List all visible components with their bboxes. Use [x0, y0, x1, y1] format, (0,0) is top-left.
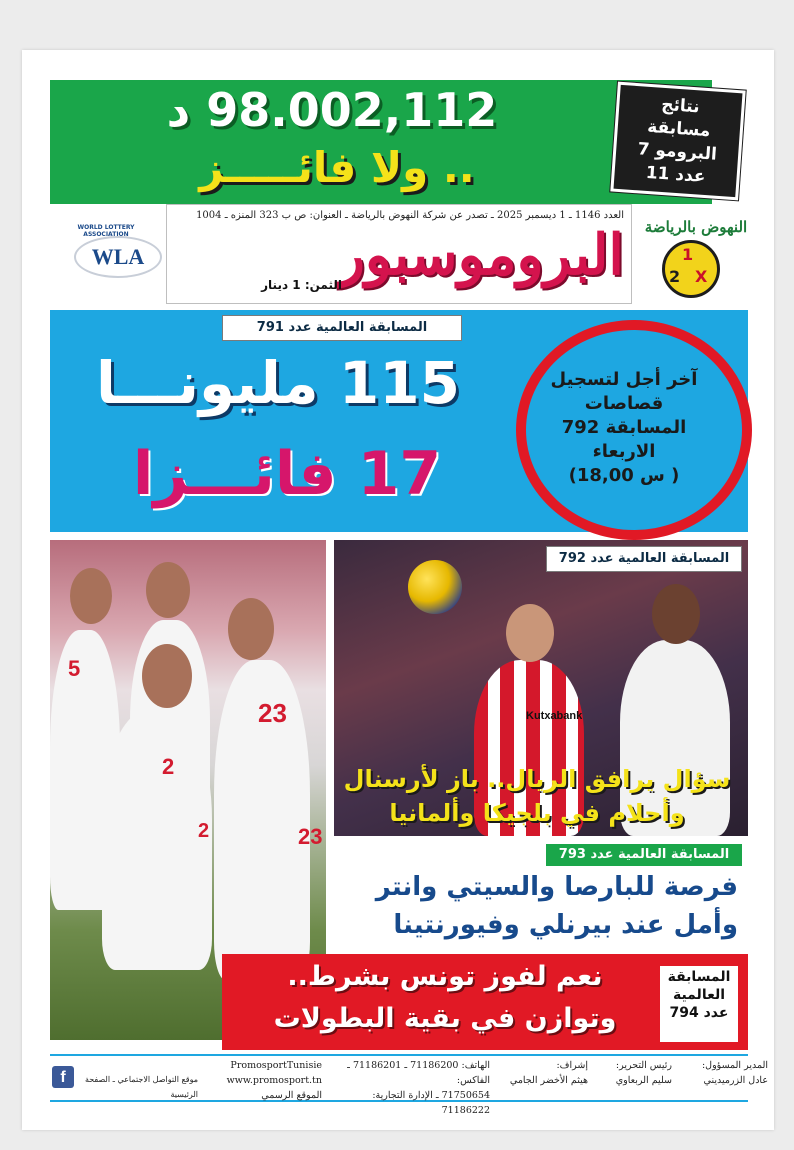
no-winner-headline: .. ولا فائـــــز	[199, 143, 475, 192]
supervision-name: هيثم الأخضر الجامي	[509, 1075, 588, 1086]
tag-line: المسابقة	[667, 969, 731, 985]
headline-line: وأمل عند بيرنلي وفيورنتينا	[393, 910, 738, 940]
headline-line: وتوازن في بقية البطولات	[273, 1003, 617, 1034]
jersey-number: 2	[198, 820, 210, 842]
deadline-line-3: المسابقة 792	[561, 417, 687, 438]
competition-793-tag: المسابقة العالمية عدد 793	[546, 844, 742, 866]
newspaper-title: البروموسبور	[337, 222, 624, 288]
results-box	[610, 82, 745, 201]
player-head	[146, 562, 190, 618]
director-label: المدير المسؤول:	[701, 1060, 768, 1071]
player-head	[506, 604, 554, 662]
publisher-logo-icon	[662, 240, 720, 298]
wla-logo: WLA	[74, 236, 162, 278]
editor-label: رئيس التحرير:	[615, 1060, 672, 1071]
competition-794-headline	[236, 956, 654, 1040]
competition-791-tag: المسابقة العالمية عدد 791	[222, 315, 462, 341]
deadline-line-4: الاربعاء	[592, 441, 656, 462]
headline-line: وأحلام في بلجيكا وألمانيا	[389, 799, 685, 827]
competition-792-tag: المسابقة العالمية عدد 792	[546, 546, 742, 572]
competition-794-tag	[660, 966, 738, 1042]
headline-line: نعم لفوز تونس بشرط..	[287, 961, 603, 992]
supervision-label: إشراف:	[556, 1060, 588, 1071]
facebook-icon[interactable]: f	[52, 1066, 74, 1088]
player-head	[228, 598, 274, 660]
results-line-4: عدد 11	[645, 162, 707, 187]
footer-supervision	[492, 1058, 588, 1088]
footer-editor	[592, 1058, 672, 1088]
headline-line: فرصة للبارصا والسيتي وانتر	[375, 872, 738, 902]
jersey-number: 2	[162, 754, 175, 779]
player-head	[70, 568, 112, 624]
winners-headline: 17 فائـــزا	[132, 439, 442, 509]
deadline-line-2: قصاصات	[584, 393, 664, 414]
admin-line: 71750654 ـ الإدارة التجارية: 71186222	[372, 1090, 490, 1116]
competition-792-headline	[334, 762, 740, 830]
director-name: عادل الزرميديني	[703, 1075, 768, 1086]
publisher-logo-text: النهوض بالرياضة	[644, 218, 748, 236]
footer-director	[678, 1058, 768, 1088]
issue-line: العدد 1146 ـ 1 ديسمبر 2025 ـ تصدر عن شركة النهوض بالرياضة ـ العنوان: ص ب 323 المنزه ـ 1004	[196, 210, 624, 221]
tag-line: عدد 794	[669, 1005, 729, 1021]
newspaper-page	[22, 50, 774, 1130]
logo-symbol-2: 2	[669, 267, 681, 286]
sponsor-label: Kutxabank	[526, 710, 583, 722]
results-line-2: مسابقة	[646, 116, 712, 142]
editor-name: سليم الربعاوي	[615, 1075, 672, 1086]
footer-contacts	[324, 1058, 490, 1118]
deadline-text	[532, 368, 716, 488]
wla-caption: WORLD LOTTERY ASSOCIATION	[77, 224, 135, 238]
tag-line: العالمية	[672, 987, 726, 1003]
competition-793-headline	[336, 868, 738, 944]
deadline-line-1: آخر أجل لتسجيل	[550, 369, 698, 390]
website-link[interactable]: www.promosport.tn	[226, 1075, 322, 1086]
jersey-number: 23	[298, 824, 323, 849]
footer-site	[202, 1058, 322, 1103]
footer-social: موقع التواصل الاجتماعي ـ الصفحة الرئيسية	[84, 1075, 198, 1099]
results-line-1: نتائج	[660, 94, 701, 118]
player-head	[142, 644, 192, 708]
prize-headline: 115 مليونـــا	[96, 349, 460, 417]
deadline-line-5: ( س 18,00)	[568, 465, 680, 486]
football-icon	[408, 560, 462, 614]
logo-symbol-x: X	[695, 267, 708, 286]
facebook-page-name[interactable]: PromosportTunisie	[230, 1060, 322, 1071]
logo-symbol-1: 1	[682, 245, 694, 264]
jersey-number: 23	[258, 698, 287, 728]
jackpot-amount: 98.002,112 د	[166, 83, 498, 137]
results-line-3: البرومو 7	[637, 139, 718, 165]
headline-line: سؤال يرافق الريال.. باز لأرسنال	[343, 765, 731, 793]
phone-line: الهاتف: 71186200 ـ 71186201 ـ الفاكس:	[347, 1060, 490, 1086]
website-label: الموقع الرسمي	[261, 1090, 322, 1101]
player-figure	[102, 710, 212, 970]
jersey-number: 5	[68, 656, 81, 681]
price: الثمن: 1 دينار	[261, 278, 342, 292]
player-head	[652, 584, 700, 644]
